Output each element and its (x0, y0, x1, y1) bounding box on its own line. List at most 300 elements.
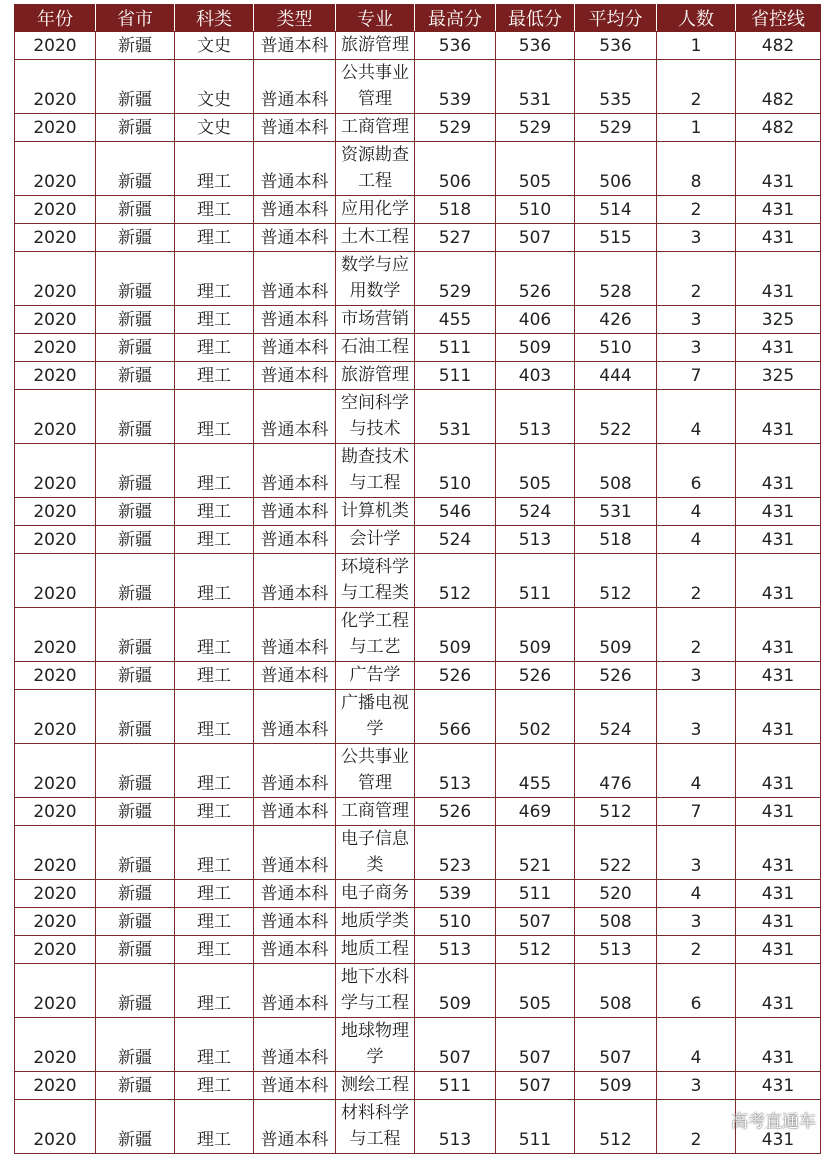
cell-control-line: 431 (736, 662, 821, 690)
cell-count: 6 (657, 964, 736, 1018)
cell-major: 电子信息类 (336, 826, 415, 880)
cell-type: 普通本科 (254, 554, 336, 608)
cell-min-score: 513 (496, 526, 575, 554)
cell-year: 2020 (15, 744, 96, 798)
cell-avg-score: 509 (575, 608, 657, 662)
cell-year: 2020 (15, 334, 96, 362)
cell-avg-score: 508 (575, 444, 657, 498)
cell-major: 市场营销 (336, 306, 415, 334)
cell-max-score: 507 (415, 1018, 496, 1072)
cell-min-score: 403 (496, 362, 575, 390)
cell-province: 新疆 (96, 142, 175, 196)
cell-major: 地质学类 (336, 908, 415, 936)
cell-type: 普通本科 (254, 690, 336, 744)
cell-subject-category: 理工 (175, 798, 254, 826)
cell-control-line: 431 (736, 444, 821, 498)
cell-count: 2 (657, 60, 736, 114)
cell-type: 普通本科 (254, 826, 336, 880)
cell-count: 3 (657, 690, 736, 744)
cell-province: 新疆 (96, 498, 175, 526)
cell-subject-category: 理工 (175, 662, 254, 690)
cell-major: 材料科学与工程 (336, 1100, 415, 1154)
cell-province: 新疆 (96, 1100, 175, 1154)
cell-max-score: 531 (415, 390, 496, 444)
cell-type: 普通本科 (254, 744, 336, 798)
column-header-major: 专业 (336, 5, 415, 32)
cell-avg-score: 513 (575, 936, 657, 964)
cell-major: 广告学 (336, 662, 415, 690)
cell-major: 会计学 (336, 526, 415, 554)
cell-subject-category: 文史 (175, 60, 254, 114)
table-row (15, 142, 821, 196)
table-row (15, 224, 821, 252)
cell-count: 8 (657, 142, 736, 196)
cell-major: 资源勘查工程 (336, 142, 415, 196)
cell-count: 4 (657, 880, 736, 908)
cell-type: 普通本科 (254, 362, 336, 390)
cell-min-score: 521 (496, 826, 575, 880)
cell-control-line: 431 (736, 554, 821, 608)
cell-avg-score: 515 (575, 224, 657, 252)
cell-type: 普通本科 (254, 798, 336, 826)
cell-subject-category: 理工 (175, 936, 254, 964)
cell-max-score: 536 (415, 32, 496, 60)
cell-year: 2020 (15, 306, 96, 334)
cell-max-score: 509 (415, 608, 496, 662)
cell-type: 普通本科 (254, 444, 336, 498)
cell-avg-score: 529 (575, 114, 657, 142)
table-row (15, 1072, 821, 1100)
cell-province: 新疆 (96, 306, 175, 334)
cell-max-score: 526 (415, 662, 496, 690)
cell-type: 普通本科 (254, 1072, 336, 1100)
column-header-control-line: 省控线 (736, 5, 821, 32)
table-row (15, 196, 821, 224)
table-row (15, 114, 821, 142)
cell-province: 新疆 (96, 390, 175, 444)
cell-province: 新疆 (96, 826, 175, 880)
cell-year: 2020 (15, 390, 96, 444)
cell-count: 3 (657, 826, 736, 880)
cell-avg-score: 522 (575, 826, 657, 880)
cell-subject-category: 理工 (175, 196, 254, 224)
cell-avg-score: 526 (575, 662, 657, 690)
table-row (15, 1100, 821, 1154)
cell-province: 新疆 (96, 444, 175, 498)
cell-province: 新疆 (96, 32, 175, 60)
cell-max-score: 524 (415, 526, 496, 554)
cell-control-line: 482 (736, 32, 821, 60)
cell-year: 2020 (15, 60, 96, 114)
cell-major: 广播电视学 (336, 690, 415, 744)
cell-subject-category: 理工 (175, 334, 254, 362)
cell-avg-score: 535 (575, 60, 657, 114)
cell-control-line: 431 (736, 1072, 821, 1100)
cell-type: 普通本科 (254, 142, 336, 196)
cell-province: 新疆 (96, 526, 175, 554)
cell-min-score: 505 (496, 142, 575, 196)
cell-max-score: 546 (415, 498, 496, 526)
cell-major: 空间科学与技术 (336, 390, 415, 444)
cell-max-score: 529 (415, 252, 496, 306)
cell-type: 普通本科 (254, 114, 336, 142)
cell-type: 普通本科 (254, 608, 336, 662)
cell-province: 新疆 (96, 690, 175, 744)
cell-min-score: 406 (496, 306, 575, 334)
cell-avg-score: 506 (575, 142, 657, 196)
cell-max-score: 513 (415, 936, 496, 964)
cell-type: 普通本科 (254, 390, 336, 444)
column-header-type: 类型 (254, 5, 336, 32)
table-row (15, 798, 821, 826)
cell-province: 新疆 (96, 936, 175, 964)
cell-year: 2020 (15, 526, 96, 554)
cell-min-score: 529 (496, 114, 575, 142)
cell-type: 普通本科 (254, 964, 336, 1018)
cell-control-line: 431 (736, 964, 821, 1018)
cell-max-score: 518 (415, 196, 496, 224)
cell-year: 2020 (15, 908, 96, 936)
table-row (15, 964, 821, 1018)
cell-control-line: 431 (736, 880, 821, 908)
cell-province: 新疆 (96, 362, 175, 390)
cell-avg-score: 426 (575, 306, 657, 334)
cell-min-score: 511 (496, 880, 575, 908)
cell-major: 电子商务 (336, 880, 415, 908)
cell-control-line: 431 (736, 608, 821, 662)
cell-avg-score: 520 (575, 880, 657, 908)
cell-province: 新疆 (96, 798, 175, 826)
cell-max-score: 529 (415, 114, 496, 142)
cell-year: 2020 (15, 880, 96, 908)
cell-count: 2 (657, 608, 736, 662)
cell-min-score: 507 (496, 224, 575, 252)
cell-subject-category: 文史 (175, 32, 254, 60)
cell-control-line: 431 (736, 690, 821, 744)
table-row (15, 554, 821, 608)
cell-major: 测绘工程 (336, 1072, 415, 1100)
cell-count: 4 (657, 498, 736, 526)
cell-subject-category: 理工 (175, 498, 254, 526)
table-row (15, 444, 821, 498)
cell-province: 新疆 (96, 744, 175, 798)
cell-subject-category: 理工 (175, 964, 254, 1018)
cell-major: 应用化学 (336, 196, 415, 224)
cell-subject-category: 理工 (175, 1100, 254, 1154)
table-header-row (15, 5, 821, 32)
cell-major: 数学与应用数学 (336, 252, 415, 306)
cell-avg-score: 531 (575, 498, 657, 526)
cell-control-line: 431 (736, 334, 821, 362)
cell-year: 2020 (15, 444, 96, 498)
table-row (15, 252, 821, 306)
cell-province: 新疆 (96, 334, 175, 362)
cell-min-score: 507 (496, 908, 575, 936)
table-row (15, 362, 821, 390)
cell-min-score: 526 (496, 662, 575, 690)
cell-min-score: 507 (496, 1072, 575, 1100)
cell-subject-category: 理工 (175, 1018, 254, 1072)
cell-subject-category: 理工 (175, 224, 254, 252)
cell-count: 3 (657, 1072, 736, 1100)
cell-type: 普通本科 (254, 662, 336, 690)
table-row (15, 608, 821, 662)
cell-count: 2 (657, 554, 736, 608)
cell-province: 新疆 (96, 908, 175, 936)
cell-subject-category: 理工 (175, 142, 254, 196)
cell-control-line: 431 (736, 390, 821, 444)
cell-control-line: 431 (736, 1018, 821, 1072)
cell-avg-score: 522 (575, 390, 657, 444)
cell-year: 2020 (15, 224, 96, 252)
cell-control-line: 325 (736, 306, 821, 334)
table-row (15, 690, 821, 744)
cell-count: 4 (657, 526, 736, 554)
cell-province: 新疆 (96, 196, 175, 224)
cell-count: 2 (657, 196, 736, 224)
cell-control-line: 431 (736, 526, 821, 554)
cell-province: 新疆 (96, 554, 175, 608)
cell-year: 2020 (15, 114, 96, 142)
cell-max-score: 523 (415, 826, 496, 880)
cell-subject-category: 理工 (175, 880, 254, 908)
cell-subject-category: 理工 (175, 690, 254, 744)
table-row (15, 744, 821, 798)
column-header-min-score: 最低分 (496, 5, 575, 32)
cell-subject-category: 理工 (175, 252, 254, 306)
cell-avg-score: 510 (575, 334, 657, 362)
cell-subject-category: 理工 (175, 444, 254, 498)
cell-type: 普通本科 (254, 936, 336, 964)
cell-type: 普通本科 (254, 880, 336, 908)
cell-type: 普通本科 (254, 196, 336, 224)
cell-control-line: 431 (736, 196, 821, 224)
cell-max-score: 509 (415, 964, 496, 1018)
cell-min-score: 505 (496, 444, 575, 498)
cell-major: 工商管理 (336, 798, 415, 826)
cell-count: 6 (657, 444, 736, 498)
cell-subject-category: 理工 (175, 526, 254, 554)
cell-type: 普通本科 (254, 306, 336, 334)
cell-count: 4 (657, 390, 736, 444)
column-header-avg-score: 平均分 (575, 5, 657, 32)
cell-subject-category: 理工 (175, 608, 254, 662)
cell-type: 普通本科 (254, 908, 336, 936)
cell-subject-category: 理工 (175, 908, 254, 936)
cell-type: 普通本科 (254, 252, 336, 306)
cell-count: 3 (657, 334, 736, 362)
cell-province: 新疆 (96, 224, 175, 252)
cell-province: 新疆 (96, 114, 175, 142)
cell-subject-category: 理工 (175, 554, 254, 608)
table-body (15, 32, 821, 1154)
table-row (15, 1018, 821, 1072)
cell-control-line: 431 (736, 744, 821, 798)
table-row (15, 526, 821, 554)
cell-major: 环境科学与工程类 (336, 554, 415, 608)
cell-max-score: 513 (415, 744, 496, 798)
cell-year: 2020 (15, 662, 96, 690)
cell-min-score: 509 (496, 608, 575, 662)
cell-count: 3 (657, 224, 736, 252)
cell-count: 7 (657, 362, 736, 390)
cell-min-score: 511 (496, 1100, 575, 1154)
cell-year: 2020 (15, 1072, 96, 1100)
admission-score-table-wrapper (14, 4, 820, 1154)
cell-min-score: 524 (496, 498, 575, 526)
cell-control-line: 325 (736, 362, 821, 390)
table-row (15, 826, 821, 880)
cell-avg-score: 508 (575, 908, 657, 936)
cell-max-score: 511 (415, 1072, 496, 1100)
cell-major: 土木工程 (336, 224, 415, 252)
cell-max-score: 513 (415, 1100, 496, 1154)
cell-year: 2020 (15, 826, 96, 880)
cell-year: 2020 (15, 1100, 96, 1154)
cell-control-line: 431 (736, 498, 821, 526)
cell-count: 3 (657, 306, 736, 334)
cell-avg-score: 512 (575, 1100, 657, 1154)
cell-min-score: 469 (496, 798, 575, 826)
cell-province: 新疆 (96, 60, 175, 114)
cell-year: 2020 (15, 798, 96, 826)
cell-year: 2020 (15, 252, 96, 306)
cell-max-score: 506 (415, 142, 496, 196)
cell-control-line: 431 (736, 936, 821, 964)
cell-min-score: 455 (496, 744, 575, 798)
cell-control-line: 431 (736, 224, 821, 252)
cell-year: 2020 (15, 142, 96, 196)
cell-max-score: 455 (415, 306, 496, 334)
cell-control-line: 431 (736, 798, 821, 826)
cell-control-line: 431 (736, 142, 821, 196)
cell-control-line: 431 (736, 908, 821, 936)
cell-max-score: 511 (415, 362, 496, 390)
cell-control-line: 431 (736, 1100, 821, 1154)
cell-count: 2 (657, 936, 736, 964)
cell-province: 新疆 (96, 964, 175, 1018)
cell-max-score: 527 (415, 224, 496, 252)
table-row (15, 936, 821, 964)
cell-year: 2020 (15, 498, 96, 526)
cell-type: 普通本科 (254, 1100, 336, 1154)
cell-type: 普通本科 (254, 32, 336, 60)
cell-max-score: 566 (415, 690, 496, 744)
cell-count: 1 (657, 114, 736, 142)
table-row (15, 390, 821, 444)
cell-avg-score: 536 (575, 32, 657, 60)
cell-subject-category: 文史 (175, 114, 254, 142)
cell-avg-score: 507 (575, 1018, 657, 1072)
cell-major: 石油工程 (336, 334, 415, 362)
cell-year: 2020 (15, 608, 96, 662)
cell-province: 新疆 (96, 252, 175, 306)
cell-min-score: 531 (496, 60, 575, 114)
cell-control-line: 431 (736, 826, 821, 880)
cell-type: 普通本科 (254, 1018, 336, 1072)
cell-subject-category: 理工 (175, 362, 254, 390)
table-row (15, 334, 821, 362)
cell-avg-score: 512 (575, 798, 657, 826)
cell-year: 2020 (15, 936, 96, 964)
cell-year: 2020 (15, 362, 96, 390)
cell-max-score: 510 (415, 908, 496, 936)
cell-province: 新疆 (96, 1072, 175, 1100)
cell-count: 3 (657, 662, 736, 690)
cell-count: 4 (657, 1018, 736, 1072)
cell-max-score: 539 (415, 880, 496, 908)
column-header-count: 人数 (657, 5, 736, 32)
cell-min-score: 502 (496, 690, 575, 744)
cell-count: 4 (657, 744, 736, 798)
cell-province: 新疆 (96, 1018, 175, 1072)
column-header-province: 省市 (96, 5, 175, 32)
cell-subject-category: 理工 (175, 306, 254, 334)
cell-count: 7 (657, 798, 736, 826)
table-row (15, 880, 821, 908)
cell-major: 旅游管理 (336, 32, 415, 60)
cell-min-score: 505 (496, 964, 575, 1018)
cell-type: 普通本科 (254, 526, 336, 554)
cell-type: 普通本科 (254, 334, 336, 362)
cell-min-score: 509 (496, 334, 575, 362)
cell-avg-score: 512 (575, 554, 657, 608)
cell-min-score: 536 (496, 32, 575, 60)
cell-count: 2 (657, 1100, 736, 1154)
cell-province: 新疆 (96, 880, 175, 908)
cell-avg-score: 444 (575, 362, 657, 390)
cell-control-line: 431 (736, 252, 821, 306)
cell-major: 工商管理 (336, 114, 415, 142)
cell-count: 1 (657, 32, 736, 60)
cell-max-score: 526 (415, 798, 496, 826)
cell-major: 地质工程 (336, 936, 415, 964)
cell-avg-score: 524 (575, 690, 657, 744)
cell-major: 勘查技术与工程 (336, 444, 415, 498)
cell-avg-score: 476 (575, 744, 657, 798)
cell-min-score: 512 (496, 936, 575, 964)
cell-min-score: 511 (496, 554, 575, 608)
cell-avg-score: 508 (575, 964, 657, 1018)
admission-score-table (14, 4, 821, 1154)
cell-avg-score: 518 (575, 526, 657, 554)
column-header-year: 年份 (15, 5, 96, 32)
cell-type: 普通本科 (254, 60, 336, 114)
cell-count: 3 (657, 908, 736, 936)
cell-type: 普通本科 (254, 224, 336, 252)
cell-type: 普通本科 (254, 498, 336, 526)
cell-count: 2 (657, 252, 736, 306)
cell-major: 公共事业管理 (336, 60, 415, 114)
table-row (15, 662, 821, 690)
cell-max-score: 539 (415, 60, 496, 114)
cell-control-line: 482 (736, 114, 821, 142)
cell-min-score: 526 (496, 252, 575, 306)
cell-year: 2020 (15, 690, 96, 744)
cell-province: 新疆 (96, 662, 175, 690)
cell-year: 2020 (15, 1018, 96, 1072)
table-row (15, 498, 821, 526)
column-header-max-score: 最高分 (415, 5, 496, 32)
cell-avg-score: 509 (575, 1072, 657, 1100)
cell-max-score: 510 (415, 444, 496, 498)
cell-year: 2020 (15, 554, 96, 608)
cell-year: 2020 (15, 196, 96, 224)
cell-subject-category: 理工 (175, 744, 254, 798)
cell-avg-score: 528 (575, 252, 657, 306)
cell-control-line: 482 (736, 60, 821, 114)
table-row (15, 60, 821, 114)
